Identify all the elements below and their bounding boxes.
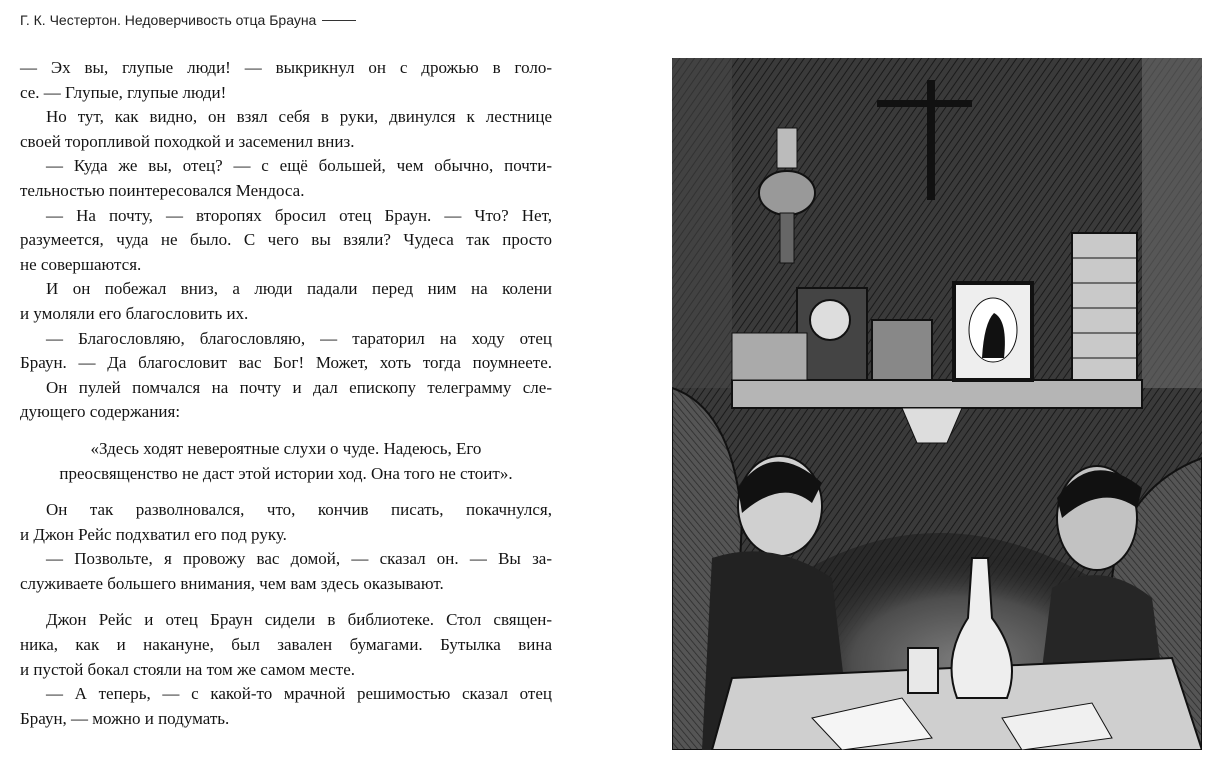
telegram-quote-line: преосвященство не даст этой истории ход. Она того не стоит». xyxy=(59,463,513,483)
text-line: Но тут, как видно, он взял себя в руки, двинулся к лестнице xyxy=(46,107,552,127)
running-title: Г. К. Честертон. Недоверчивость отца Брауна xyxy=(20,12,317,28)
pencil-illustration-two-men-at-table-icon xyxy=(672,58,1202,750)
text-line: — Куда же вы, отец? — с ещё большей, чем обычно, почти- xyxy=(46,156,552,176)
text-line: Браун. — Да благословит вас Бог! Может, хоть тогда поумнеете. xyxy=(20,353,552,373)
spacer xyxy=(20,425,552,437)
text-line: тельностью поинтересовался Мендоса. xyxy=(20,180,305,200)
text-line: — Позвольте, я провожу вас домой, — сказал он. — Вы за- xyxy=(46,549,552,569)
illustration xyxy=(672,58,1202,750)
text-line: — На почту, — второпях бросил отец Браун. — Что? Нет, xyxy=(46,205,552,225)
text-line: и умоляли его благословить их. xyxy=(20,303,249,323)
text-line: не совершаются. xyxy=(20,254,142,274)
text-line: се. — Глупые, глупые люди! xyxy=(20,82,227,102)
text-line: и пустой бокал стояли на том же самом месте. xyxy=(20,659,356,679)
text-line: и Джон Рейс подхватил его под руку. xyxy=(20,524,287,544)
header-rule xyxy=(322,20,356,21)
text-line: служиваете большего внимания, чем вам здесь оказывают. xyxy=(20,573,444,593)
text-line: Джон Рейс и отец Браун сидели в библиотеке. Стол священ- xyxy=(46,610,552,630)
text-line: разумеется, чуда не было. С чего вы взяли? Чудеса так просто xyxy=(20,230,552,250)
spacer xyxy=(20,596,552,608)
telegram-quote-line: «Здесь ходят невероятные слухи о чуде. Надеюсь, Его xyxy=(90,438,482,458)
spacer xyxy=(20,486,552,498)
text-line: Он пулей помчался на почту и дал епископу телеграмму сле- xyxy=(46,377,552,397)
running-header xyxy=(20,12,356,28)
text-line: — Благословляю, благословляю, — тараторил на ходу отец xyxy=(46,328,552,348)
text-line: — Эх вы, глупые люди! — выкрикнул он с дрожью в голо- xyxy=(20,58,552,77)
text-line: дующего содержания: xyxy=(20,402,181,422)
text-line: — А теперь, — с какой-то мрачной решимостью сказал отец xyxy=(46,684,552,704)
text-line: И он побежал вниз, а люди падали перед ним на колени xyxy=(46,279,552,299)
text-line: ника, как и накануне, был завален бумагами. Бутылка вина xyxy=(20,635,552,655)
text-line: своей торопливой походкой и засеменил вниз. xyxy=(20,131,355,151)
text-line: Браун, — можно и подумать. xyxy=(20,708,230,728)
text-line: Он так разволновался, что, кончив писать, покачнулся, xyxy=(46,500,552,520)
body-text xyxy=(20,56,552,731)
